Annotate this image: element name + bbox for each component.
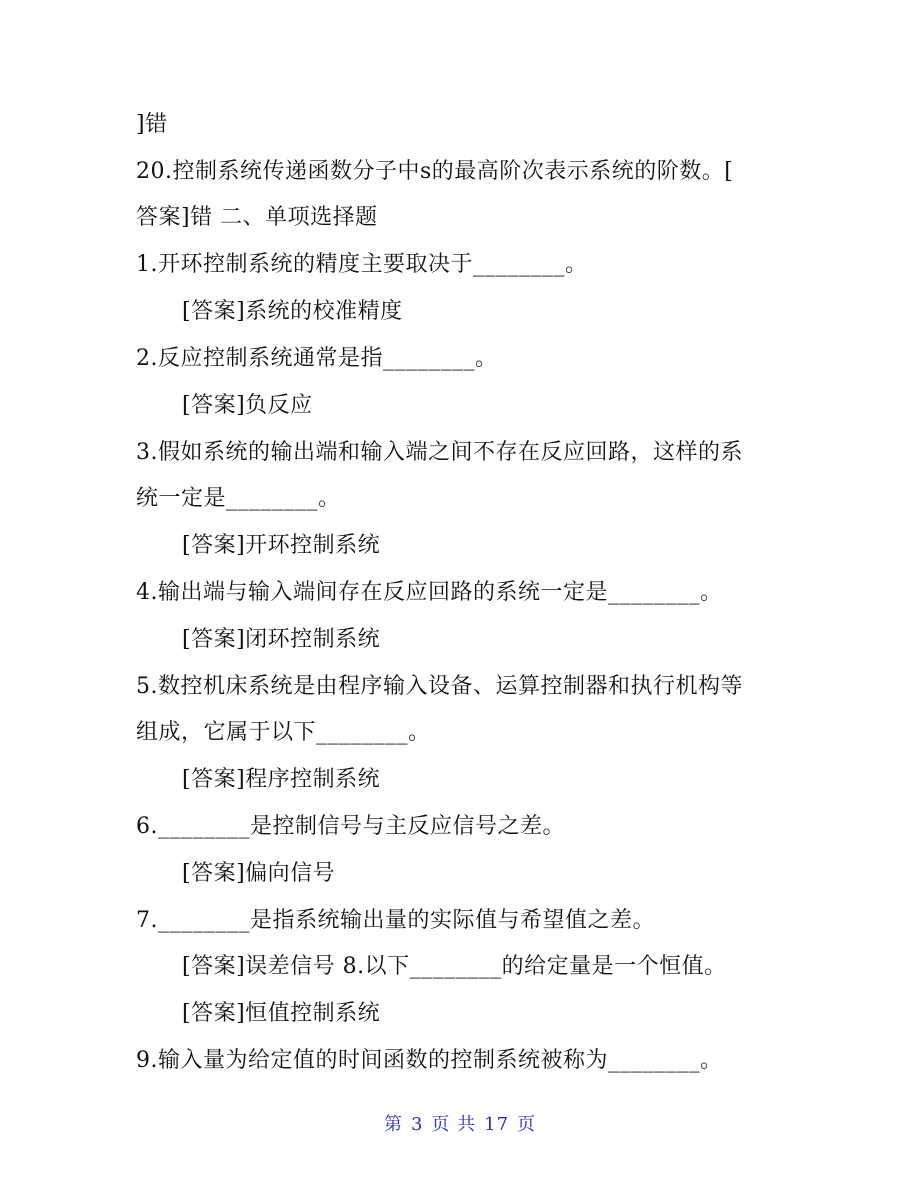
question-5: 5.数控机床系统是由程序输入设备、运算控制器和执行机构等 (136, 674, 743, 699)
footer-total-pages: 17 (484, 1114, 510, 1135)
footer-middle: 页 共 (431, 1114, 477, 1135)
question-2: 2.反应控制系统通常是指________。 (136, 346, 498, 371)
answer-2: [答案]负反应 (182, 393, 313, 418)
answer-6: [答案]偏向信号 (182, 861, 336, 886)
answer-1: [答案]系统的校准精度 (182, 299, 403, 324)
answer-8: [答案]恒值控制系统 (182, 1001, 381, 1026)
question-1: 1.开环控制系统的精度主要取决于________。 (136, 252, 588, 277)
text-line: ]错 (136, 112, 168, 137)
question-5-continued: 组成，它属于以下________。 (136, 720, 431, 745)
answer-7-and-question-8: [答案]误差信号 8.以下________的给定量是一个恒值。 (182, 954, 727, 979)
page-footer (0, 1113, 920, 1137)
answer-3: [答案]开环控制系统 (182, 533, 381, 558)
question-3-continued: 统一定是________。 (136, 486, 341, 511)
answer-5: [答案]程序控制系统 (182, 767, 381, 792)
footer-page-number: 3 (410, 1114, 424, 1135)
question-20: 20.控制系统传递函数分子中s的最高阶次表示系统的阶数。[ (136, 159, 734, 184)
question-4: 4.输出端与输入端间存在反应回路的系统一定是________。 (136, 580, 723, 605)
footer-prefix: 第 (383, 1114, 403, 1135)
question-9: 9.输入量为给定值的时间函数的控制系统被称为________。 (136, 1048, 723, 1073)
question-3: 3.假如系统的输出端和输入端之间不存在反应回路，这样的系 (136, 440, 743, 465)
answer-4: [答案]闭环控制系统 (182, 627, 381, 652)
question-7: 7.________是指系统输出量的实际值与希望值之差。 (136, 908, 655, 933)
question-6: 6.________是控制信号与主反应信号之差。 (136, 814, 565, 839)
footer-suffix: 页 (517, 1114, 537, 1135)
answer-20-and-section-heading: 答案]错 二、单项选择题 (136, 205, 378, 230)
